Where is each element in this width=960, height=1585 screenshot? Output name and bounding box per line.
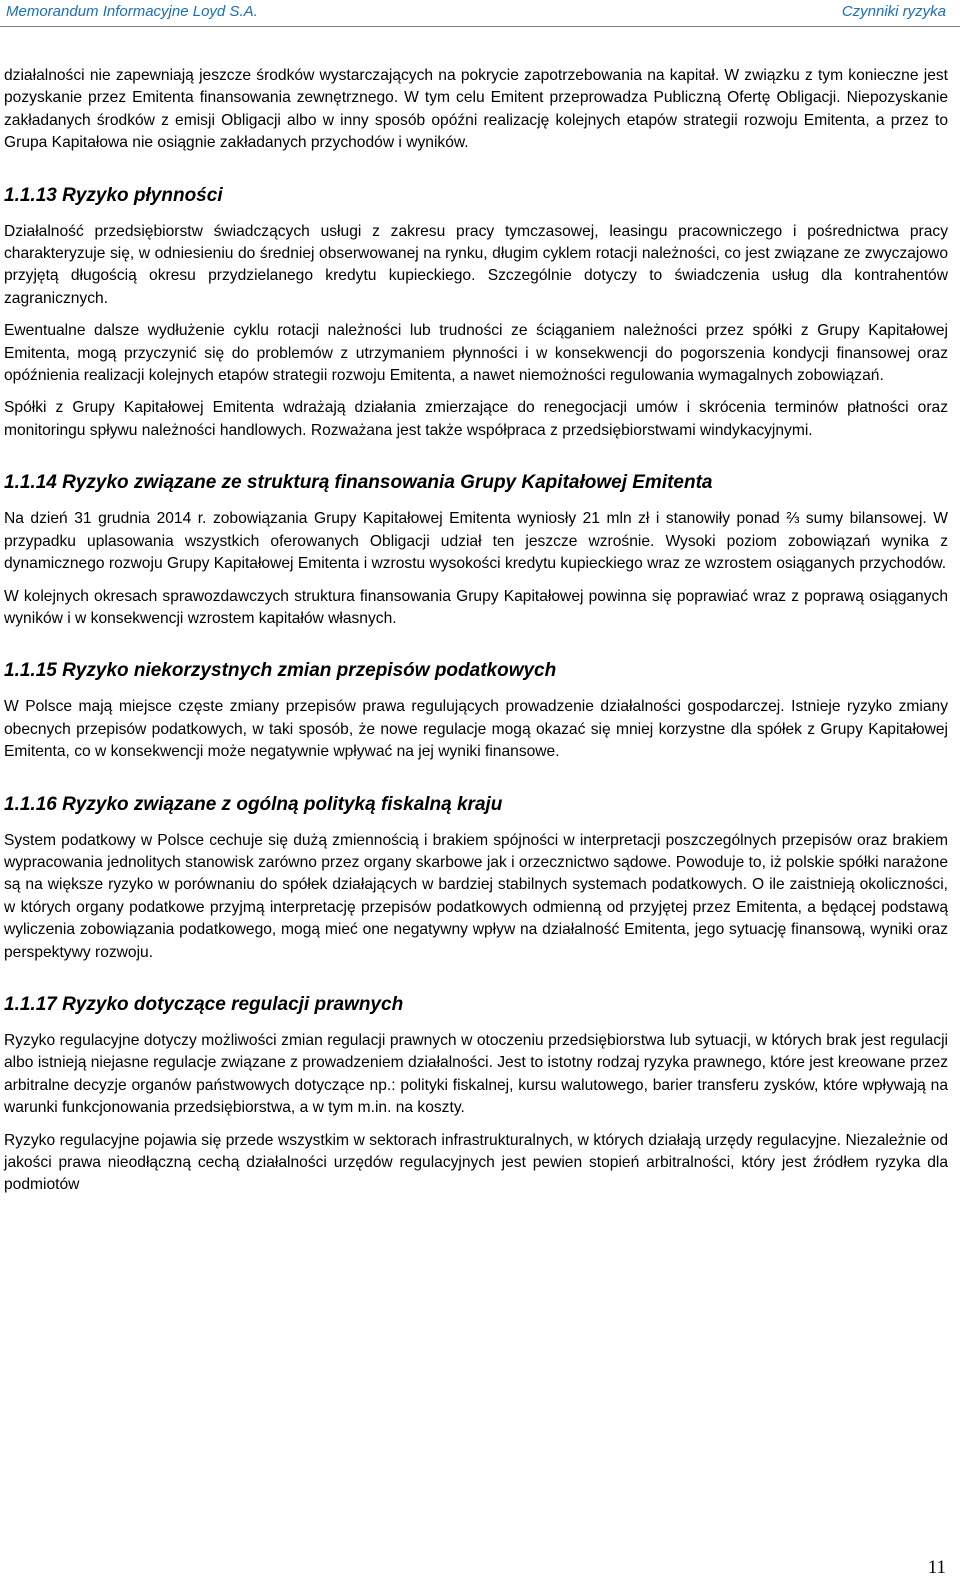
section-title: Czynniki ryzyka (841, 3, 946, 20)
section-heading-1-1-13: 1.1.13 Ryzyko płynności (4, 184, 223, 206)
section-heading-1-1-15: 1.1.15 Ryzyko niekorzystnych zmian przepisów podatkowych (4, 660, 557, 682)
paragraph: W kolejnych okresach sprawozdawczych struktura finansowania Grupy Kapitałowej powinna się poprawiać wraz z poprawą osiąganych wyników i w konsekwencji wzrostem kapitałów własnych. (4, 587, 948, 627)
section-heading-1-1-17: 1.1.17 Ryzyko dotyczące regulacji prawnych (4, 993, 404, 1015)
paragraph: Ryzyko regulacyjne dotyczy możliwości zmian regulacji prawnych w otoczeniu przedsiębiorstwa lub sytuacji, w których brak jest regulacji albo istnieją niejasne regulacje związane z prowadzeniem działalności. Jest to istotny rodzaj ryzyka prawnego, które jest kreowane przez arbitralne decyzje organów państwowych dotyczące np.: polityki fiskalnej, kursu walutowego, barier transferu zysków, które wpływają na warunki funkcjonowania przedsiębiorstwa, a w tym m.in. na koszty. (4, 1031, 948, 1117)
page-header (0, 0, 960, 22)
paragraph: System podatkowy w Polsce cechuje się dużą zmiennością i brakiem spójności w interpretacji poszczególnych przepisów oraz brakiem wypracowania jednolitych stanowisk zarówno przez organy skarbowe jak i orzecznictwo sądowe. Powoduje to, iż polskie spółki narażone są na większe ryzyko w porównaniu do spółek działających w bardziej stabilnych systemach podatkowych. O ile zaistnieją okoliczności, w których organy podatkowe przyjmą interpretację przepisów podatkowych odmienną od przyjętej przez Emitenta, a będącej podstawą wyliczenia zobowiązania podatkowego, mogą mieć one negatywny wpływ na działalność Emitenta, jego sytuację finansową, wyniki oraz perspektywy rozwoju. (4, 831, 948, 961)
document-title: Memorandum Informacyjne Loyd S.A. (6, 3, 258, 20)
page-number: 11 (927, 1557, 946, 1578)
paragraph: Spółki z Grupy Kapitałowej Emitenta wdrażają działania zmierzające do renegocjacji umów i skrócenia terminów płatności oraz monitoringu spływu należności handlowych. Rozważana jest także współpraca z przedsiębiorstwami windykacyjnymi. (4, 399, 948, 439)
section-heading-1-1-14: 1.1.14 Ryzyko związane ze strukturą finansowania Grupy Kapitałowej Emitenta (4, 472, 713, 494)
paragraph: Działalność przedsiębiorstw świadczących usługi z zakresu pracy tymczasowej, leasingu pracowniczego i pośrednictwa pracy charakteryzuje się, w odniesieniu do średniej obserwowanej na rynku, długim cyklem rotacji należności, co jest związane ze zwyczajowo przyjętą długością okresu przydzielanego kredytu kupieckiego. Szczególnie dotyczy to świadczenia usług dla kontrahentów zagranicznych. (4, 222, 948, 307)
paragraph: Na dzień 31 grudnia 2014 r. zobowiązania Grupy Kapitałowej Emitenta wyniosły 21 mln zł i stanowiły ponad ⅔ sumy bilansowej. W przypadku uplasowania wszystkich oferowanych Obligacji udział ten jeszcze wzrośnie. Wysoki poziom zobowiązań wynika z dynamicznego rozwoju Grupy Kapitałowej Emitenta i wzrostu wysokości kredytu kupieckiego wraz ze wzrostem osiąganych przychodów. (4, 510, 948, 573)
page-body (4, 65, 948, 1207)
section-heading-1-1-16: 1.1.16 Ryzyko związane z ogólną polityką fiskalną kraju (4, 793, 503, 815)
paragraph: W Polsce mają miejsce częste zmiany przepisów prawa regulujących prowadzenie działalności gospodarczej. Istnieje ryzyko zmiany obecnych przepisów podatkowych, w taki sposób, że nowe regulacje mogą okazać się mniej korzystne dla spółek z Grupy Kapitałowej Emitenta, co w konsekwencji może negatywnie wpływać na jej wyniki finansowe. (4, 698, 948, 761)
header-divider (0, 26, 960, 27)
paragraph: Ryzyko regulacyjne pojawia się przede wszystkim w sektorach infrastrukturalnych, w których działają urzędy regulacyjne. Niezależnie od jakości prawa nieodłączną cechą działalności urzędów regulacyjnych jest pewien stopień arbitralności, który jest źródłem ryzyka dla podmiotów (4, 1131, 948, 1194)
intro-paragraph: działalności nie zapewniają jeszcze środków wystarczających na pokrycie zapotrzebowania na kapitał. W związku z tym konieczne jest pozyskanie przez Emitenta finansowania zewnętrznego. W tym celu Emitent przeprowadza Publiczną Ofertę Obligacji. Niepozyskanie zakładanych środków z emisji Obligacji albo w inny sposób opóźni realizację kolejnych etapów strategii rozwoju Emitenta, a przez to Grupa Kapitałowa nie osiągnie zakładanych przychodów i wyników. (4, 67, 948, 152)
paragraph: Ewentualne dalsze wydłużenie cyklu rotacji należności lub trudności ze ściąganiem należności przez spółki z Grupy Kapitałowej Emitenta, mogą przyczynić się do problemów z utrzymaniem płynności i w konsekwencji do pogorszenia kondycji finansowej oraz opóźnienia realizacji kolejnych etapów strategii rozwoju Emitenta, a nawet niemożności regulowania wymagalnych zobowiązań. (4, 322, 948, 385)
